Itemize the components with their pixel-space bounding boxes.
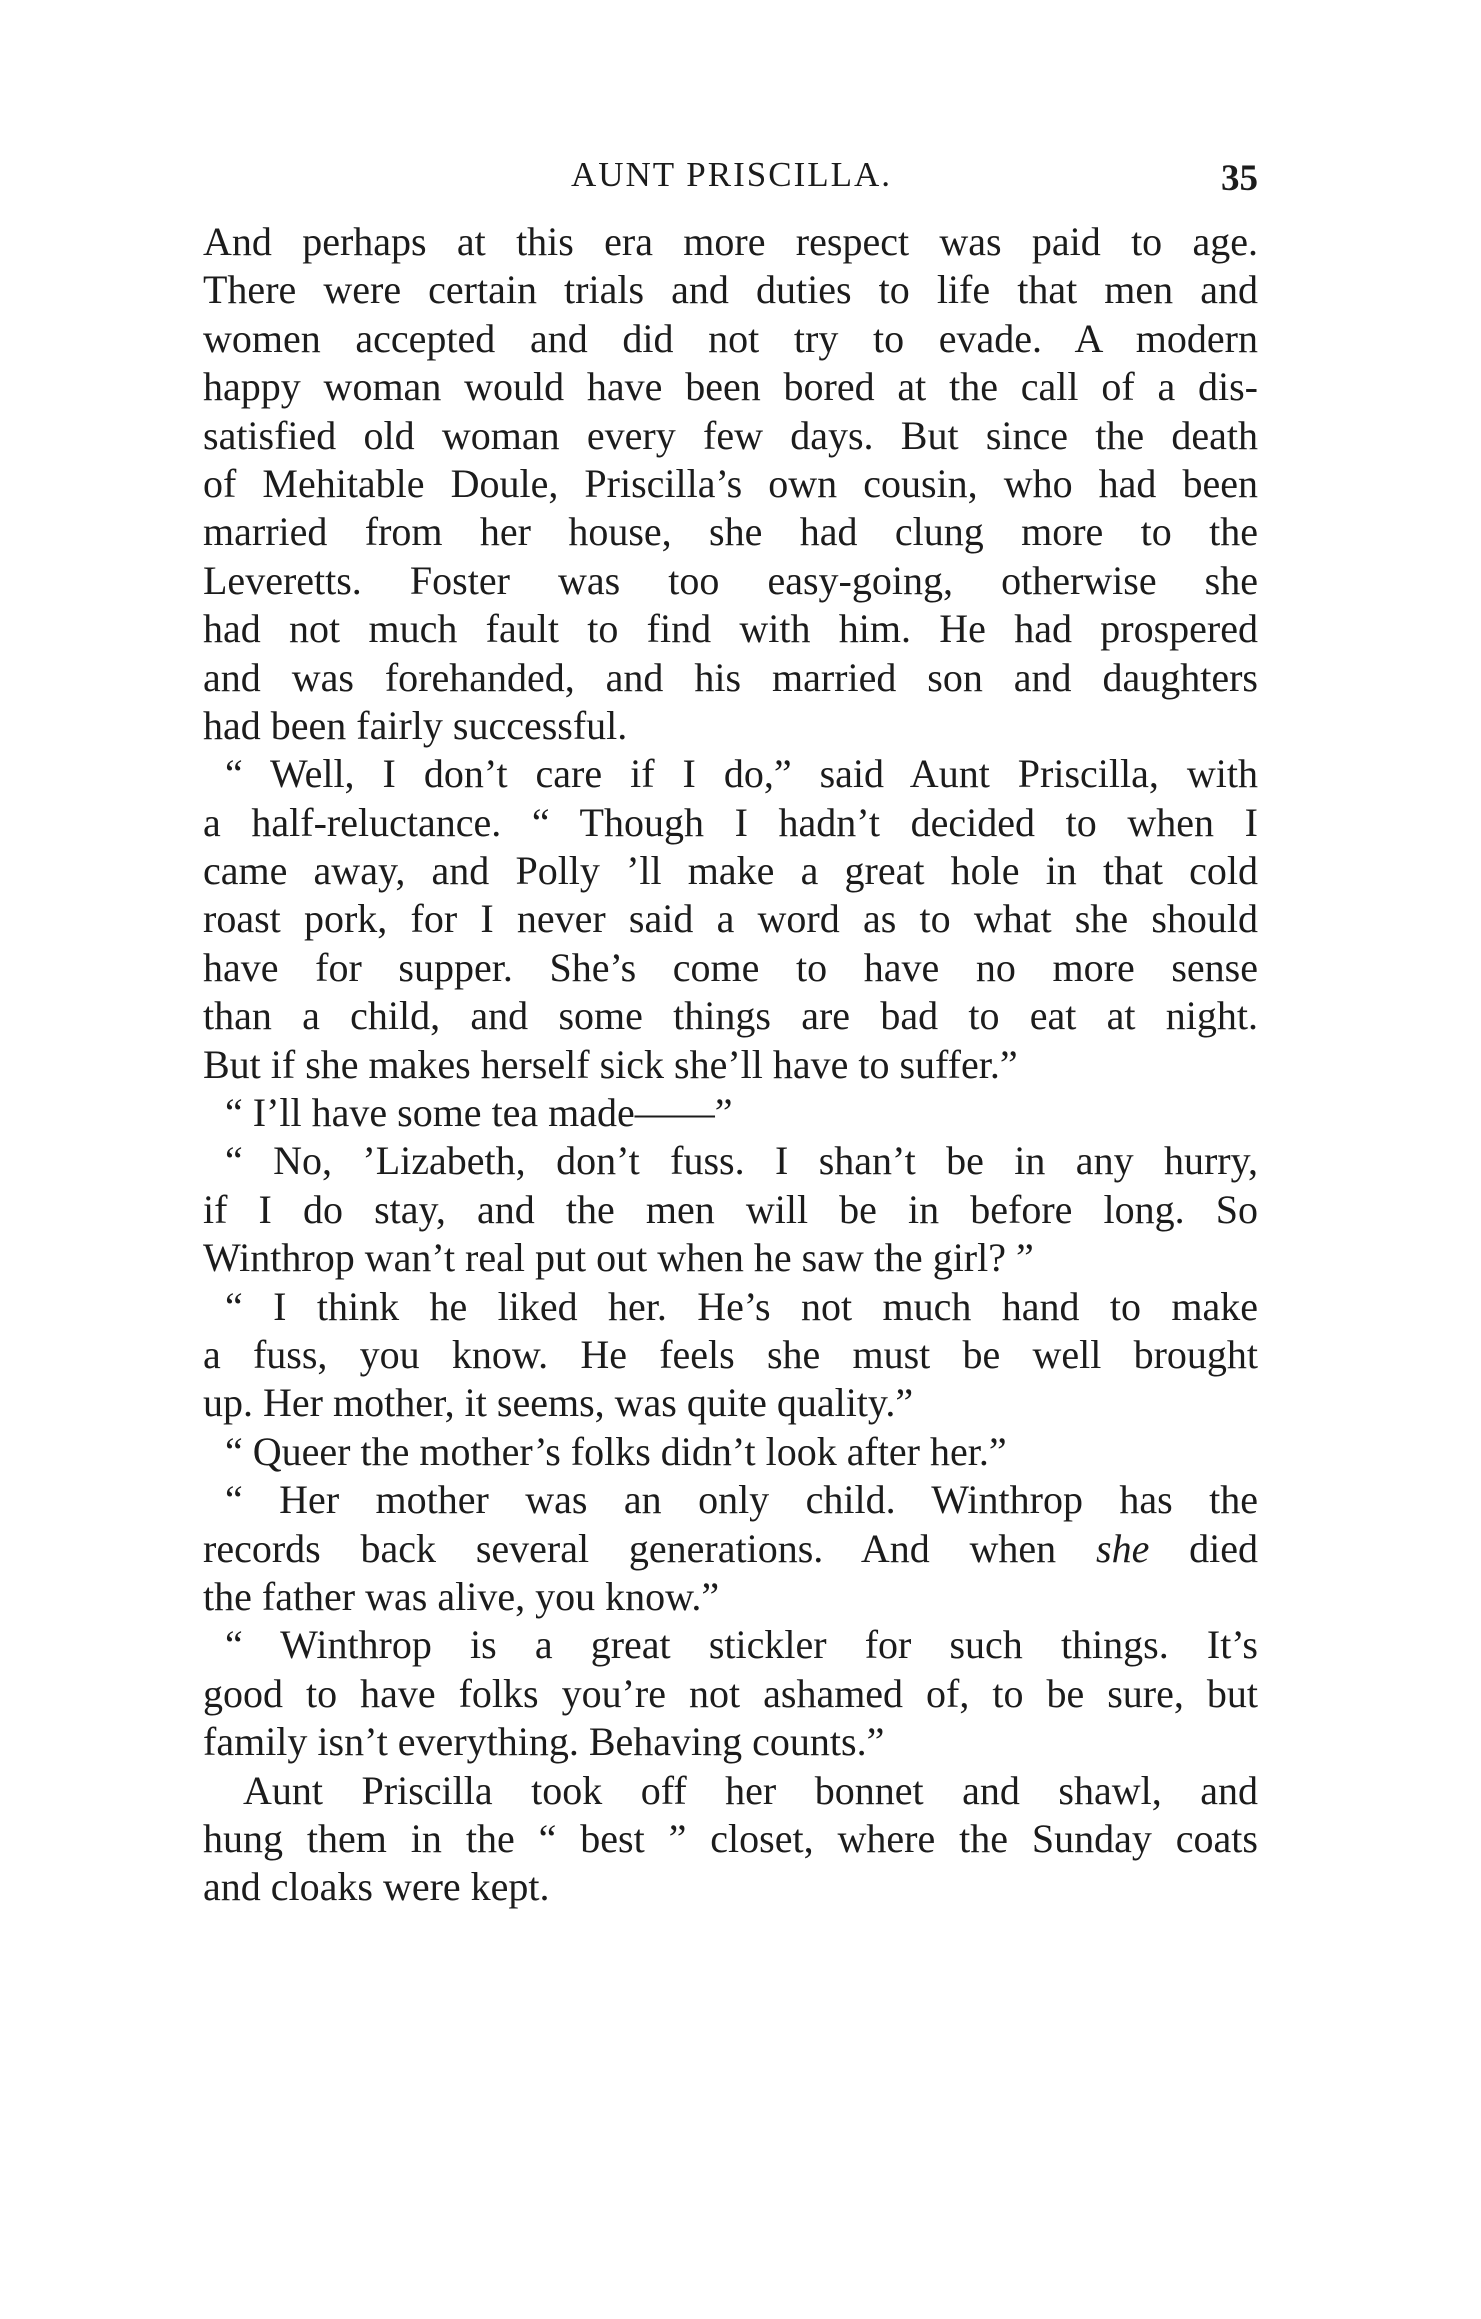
text-line: and was forehanded, and his married son and daughters <box>203 654 1258 700</box>
text-line: “ Queer the mother’s folks didn’t look after her.” <box>225 1428 1007 1474</box>
text-line: family isn’t everything. Behaving counts.” <box>203 1719 885 1765</box>
text-line: hung them in the “ best ” closet, where the Sunday coats <box>203 1815 1258 1861</box>
text-line: There were certain trials and duties to life that men and <box>203 267 1258 313</box>
text-line: good to have folks you’re not ashamed of, to be sure, but <box>203 1670 1258 1716</box>
text-line: had not much fault to find with him. He had prospered <box>203 606 1258 652</box>
text-line: “ No, ’Lizabeth, don’t fuss. I shan’t be in any hurry, <box>225 1138 1258 1184</box>
body-text <box>203 218 1258 1912</box>
text-line: “ I’ll have some tea made——” <box>225 1090 733 1136</box>
text-line: “ Winthrop is a great stickler for such things. It’s <box>225 1622 1258 1668</box>
text-line: Leveretts. Foster was too easy-going, otherwise she <box>203 557 1258 603</box>
text-line: Aunt Priscilla took off her bonnet and shawl, and <box>243 1767 1258 1813</box>
text-line: a fuss, you know. He feels she must be well brought <box>203 1331 1258 1377</box>
text-line: if I do stay, and the men will be in before long. So <box>203 1186 1258 1232</box>
text-line: Winthrop wan’t real put out when he saw the girl? ” <box>203 1235 1034 1281</box>
page-number: 35 <box>1221 158 1258 199</box>
text-line: And perhaps at this era more respect was paid to age. <box>203 219 1258 264</box>
text-line: roast pork, for I never said a word as to what she should <box>203 896 1258 942</box>
text-line: have for supper. She’s come to have no more sense <box>203 944 1258 990</box>
text-segment: records back several generations. And when <box>203 1525 1057 1571</box>
text-line <box>203 1525 1258 1573</box>
text-line: had been fairly successful. <box>203 702 628 748</box>
running-head <box>205 150 1258 200</box>
text-line: But if she makes herself sick she’ll have to suffer.” <box>203 1041 1018 1087</box>
text-line: “ Well, I don’t care if I do,” said Aunt Priscilla, with <box>225 751 1258 797</box>
text-line: than a child, and some things are bad to eat at night. <box>203 993 1258 1039</box>
text-segment: died <box>1189 1525 1259 1571</box>
text-line: and cloaks were kept. <box>203 1864 550 1910</box>
text-line: “ Her mother was an only child. Winthrop has the <box>225 1477 1258 1523</box>
text-line: married from her house, she had clung more to the <box>203 509 1258 555</box>
text-line: women accepted and did not try to evade. A modern <box>203 315 1258 361</box>
text-line: a half-reluctance. “ Though I hadn’t decided to when I <box>203 799 1258 845</box>
running-title: AUNT PRISCILLA. <box>570 155 893 194</box>
text-line: up. Her mother, it seems, was quite quality.” <box>203 1380 914 1426</box>
text-line: of Mehitable Doule, Priscilla’s own cousin, who had been <box>203 460 1258 506</box>
text-line: satisfied old woman every few days. But since the death <box>203 412 1258 458</box>
text-line: “ I think he liked her. He’s not much hand to make <box>225 1283 1258 1329</box>
text-line: happy woman would have been bored at the call of a dis- <box>203 364 1258 410</box>
text-line: the father was alive, you know.” <box>203 1573 720 1619</box>
text-line: came away, and Polly ’ll make a great hole in that cold <box>203 848 1258 894</box>
italic-word: she <box>1096 1525 1150 1571</box>
